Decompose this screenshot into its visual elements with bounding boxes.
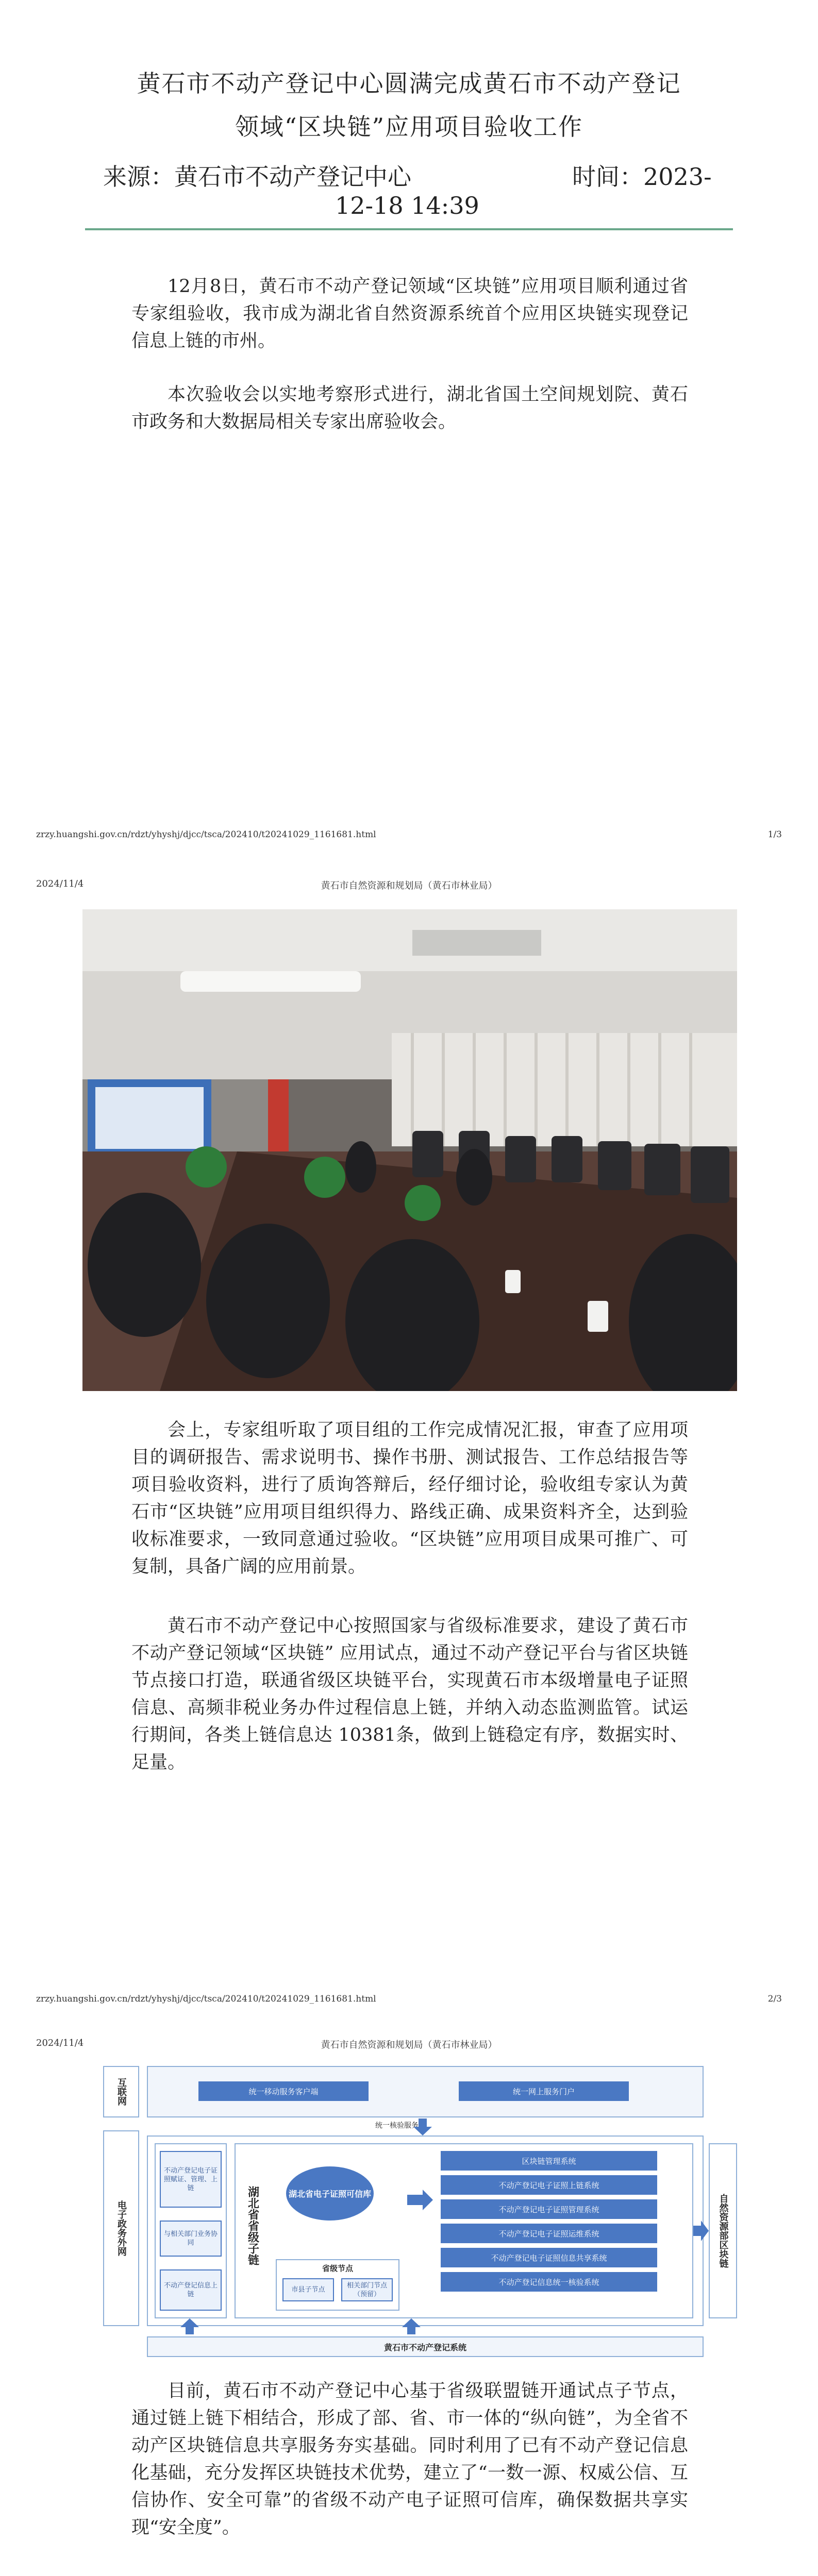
pdf-page-1 — [0, 0, 818, 858]
diagram-arrows — [103, 2066, 737, 2365]
footer-page-number: 1/3 — [767, 829, 782, 840]
header-site: 黄石市自然资源和规划局（黄石市林业局） — [321, 2040, 497, 2050]
title-line-1: 黄石市不动产登记中心圆满完成黄石市不动产登记 — [137, 70, 681, 97]
meeting-photo-image — [82, 909, 737, 1391]
left-box-upload: 不动产登记信息上链 — [160, 2269, 222, 2311]
system-item-3: 不动产登记电子证照管理系统 — [441, 2199, 657, 2219]
web-portal-button: 统一网上服务门户 — [459, 2081, 629, 2101]
header-date: 2024/11/4 — [36, 2038, 84, 2048]
mobile-client-button: 统一移动服务客户端 — [198, 2081, 369, 2101]
paragraph-4: 黄石市不动产登记中心按照国家与省级标准要求，建设了黄石市不动产登记领域“区块链” 应用试点，通过不动产登记平台与省区块链节点接口打造，联通省级区块链平台，实现黄石市本级增量电子证照信息、高频非税业务办件过程信息上链，并纳入动态监测监管。试运行期间，各类上链信息达 10381条，做到上链稳定有序，数据实时、足量。 — [131, 1616, 688, 1773]
blockchain-architecture-diagram — [103, 2066, 737, 2365]
city-subnode: 市县子节点 — [282, 2278, 334, 2301]
title-line-2: 领域“区块链”应用项目验收工作 — [235, 113, 583, 141]
header-site: 黄石市自然资源和规划局（黄石市林业局） — [321, 880, 497, 891]
paragraph-2: 本次验收会以实地考察形式进行，湖北省国土空间规划院、黄石市政务和大数据局相关专家出席验收会。 — [131, 384, 688, 432]
system-item-1: 区块链管理系统 — [441, 2151, 657, 2171]
left-box-collab: 与相关部门业务协同 — [160, 2221, 222, 2257]
dept-node-reserved: 相关部门节点（预留） — [341, 2278, 393, 2301]
title-divider — [85, 228, 733, 230]
meeting-photo — [82, 909, 737, 1391]
article-source: 来源：黄石市不动产登记中心 — [103, 163, 411, 191]
article-title — [103, 62, 715, 148]
system-item-4: 不动产登记电子证照运维系统 — [441, 2224, 657, 2243]
paragraph-1: 12月8日，黄石市不动产登记领域“区块链”应用项目顺利通过省专家组验收，我市成为湖北省自然资源系统首个应用区块链实现登记信息上链的市州。 — [131, 276, 688, 351]
trust-database: 湖北省电子证照可信库 — [286, 2166, 374, 2221]
paragraph-6 — [131, 2573, 688, 2576]
system-item-2: 不动产登记电子证照上链系统 — [441, 2175, 657, 2195]
paragraph-5: 目前，黄石市不动产登记中心基于省级联盟链开通试点子节点，通过链上链下相结合，形成了部、省、市一体的“纵向链”，为全省不动产区块链信息共享服务夯实基础。同时利用了已有不动产登记信息化基础，充分发挥区块链技术优势，建立了“一数一源、权威公信、互信协作、安全可靠”的省级不动产电子证照可信库，确保数据共享实现“安全度”。 — [131, 2381, 688, 2538]
footer-page-number: 2/3 — [767, 1994, 782, 2004]
pdf-page-3 — [0, 2017, 818, 2576]
gov-network-zone-label: 电子政务外网 — [116, 2200, 127, 2256]
hubei-chain-label: 湖北省省级子链 — [246, 2186, 259, 2265]
footer-url[interactable]: zrzy.huangshi.gov.cn/rdzt/yhyshj/djcc/tsca/202410/t20241029_1161681.html — [36, 1994, 376, 2004]
left-box-cert: 不动产登记电子证照赋证、管理、上链 — [160, 2151, 222, 2208]
pdf-page-2 — [0, 858, 818, 2017]
province-node-label: 省级节点 — [322, 2263, 353, 2273]
article-time-value: 12-18 14:39 — [335, 192, 479, 219]
ministry-chain-label: 自然资源部区块链 — [717, 2194, 729, 2268]
paragraph-3: 会上，专家组听取了项目组的工作完成情况汇报，审查了应用项目的调研报告、需求说明书、操作书册、测试报告、工作总结报告等项目验收资料，进行了质询答辩后，经仔细讨论，验收组专家认为黄石市“区块链”应用项目组织得力、路线正确、成果资料齐全，达到验收标准要求，一致同意通过验收。“区块链”应用项目成果可推广、可复制，具备广阔的应用前景。 — [131, 1420, 688, 1577]
system-item-5: 不动产登记电子证照信息共享系统 — [441, 2248, 657, 2267]
header-date: 2024/11/4 — [36, 878, 84, 889]
system-item-6: 不动产登记信息统一核验系统 — [441, 2272, 657, 2292]
unified-service-label: 统一核验服务 — [375, 2122, 419, 2130]
article-time-label: 时间：2023- — [572, 163, 712, 191]
footer-url[interactable]: zrzy.huangshi.gov.cn/rdzt/yhyshj/djcc/tsca/202410/t20241029_1161681.html — [36, 829, 376, 840]
internet-zone-label: 互联网 — [116, 2078, 127, 2106]
bottom-system-label: 黄石市不动产登记系统 — [383, 2342, 466, 2352]
